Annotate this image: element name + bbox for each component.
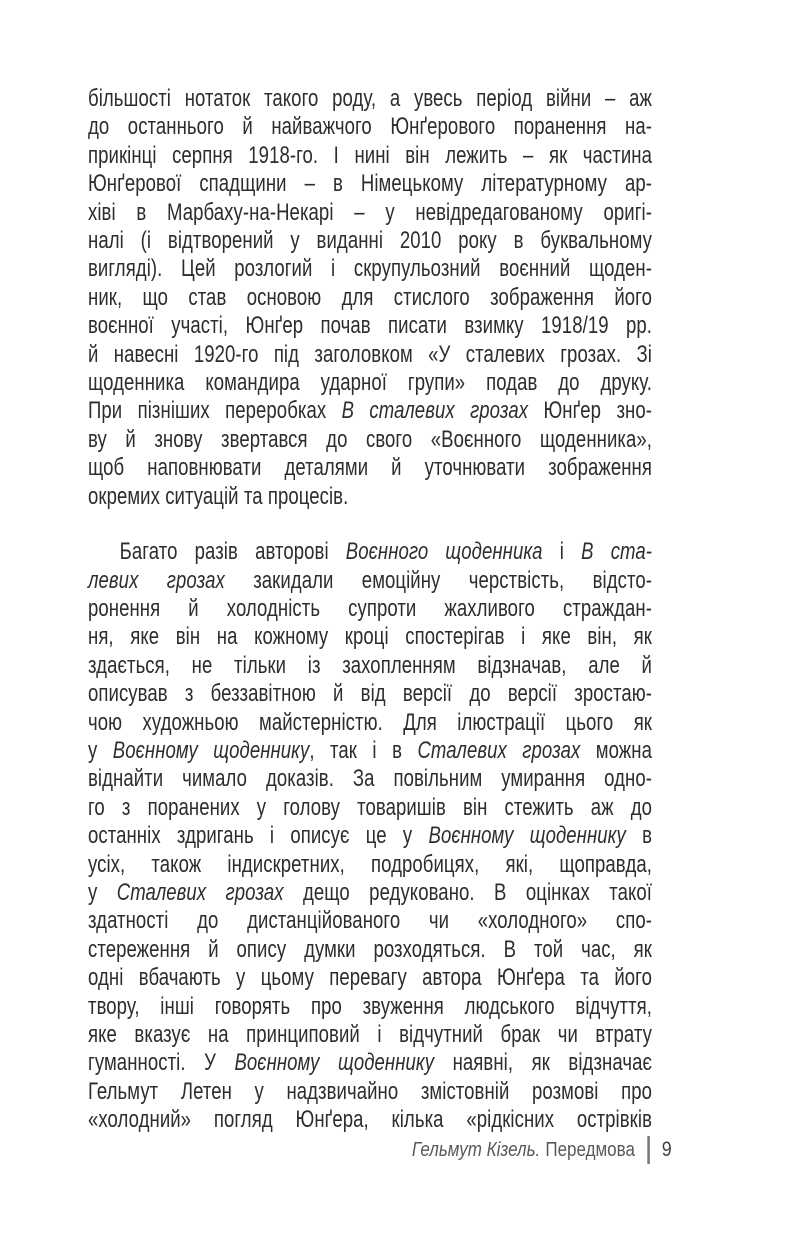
text-segment: здається, не тільки із захопленням відзначав, але й: [88, 651, 652, 679]
text-line: [88, 142, 652, 170]
text-segment: ник, що став основою для стислого зображення його: [88, 283, 652, 311]
text-line: [88, 312, 652, 340]
text-line: [88, 794, 652, 822]
text-line: [88, 709, 652, 737]
text-segment: прикінці серпня 1918-го. І нині він лежить – як частина: [88, 141, 652, 169]
text-segment: гуманності. У: [88, 1049, 235, 1077]
text-segment: ронення й холодність супроти жахливого страждан-: [88, 594, 652, 622]
text-segment: Юнґер зно-: [528, 397, 652, 425]
text-segment: у: [88, 878, 117, 906]
text-segment: одні вбачають у цьому перевагу автора Юнґера та його: [88, 964, 652, 992]
text-line: [88, 426, 652, 454]
text-line: [88, 255, 652, 283]
text-block: [88, 85, 652, 1135]
text-segment: останніх здригань і описує це у: [88, 822, 429, 850]
text-segment: описував з беззавітною й від версії до версії зростаю-: [88, 680, 652, 708]
text-line: [88, 879, 652, 907]
text-line: [88, 851, 652, 879]
text-line: [88, 567, 652, 595]
text-line: [88, 113, 652, 141]
text-segment: закидали емоційну черствість, відсто-: [224, 566, 652, 594]
text-segment: до останнього й найважчого Юнґерового поранення на-: [88, 113, 652, 141]
text-line: [88, 993, 652, 1021]
text-segment: Багато разів авторові: [119, 538, 346, 566]
text-line: [88, 1049, 652, 1077]
italic-text-segment: В ста-: [581, 538, 652, 566]
text-line: [88, 964, 652, 992]
footer-author: Гельмут Кізель.: [412, 1138, 541, 1161]
paragraph: [88, 85, 652, 511]
text-segment: усіх, також індискретних, подробицях, які, щоправда,: [88, 850, 652, 878]
text-line: [88, 765, 652, 793]
text-segment: стереження й опису думки розходяться. В той час, як: [88, 935, 652, 963]
text-line: [88, 454, 652, 482]
text-line: [88, 1078, 652, 1106]
text-segment: більшості нотаток такого роду, а увесь період війни – аж: [88, 85, 652, 112]
text-segment: окремих ситуацій та процесів.: [88, 482, 349, 510]
text-segment: Юнґерової спадщини – в Німецькому літературному ар-: [88, 170, 652, 198]
footer-section-title: Передмова: [545, 1138, 636, 1161]
text-segment: го з поранених у голову товаришів він стежить аж до: [88, 793, 652, 821]
text-segment: щоб наповнювати деталями й уточнювати зображення: [88, 454, 652, 482]
italic-text-segment: Воєнному щоденнику: [234, 1049, 435, 1077]
text-segment: налі (і відтворений у виданні 2010 року в буквальному: [88, 227, 652, 255]
italic-text-segment: Воєнному щоденнику: [428, 822, 626, 850]
text-segment: При пізніших переробках: [88, 397, 342, 425]
text-line: [88, 623, 652, 651]
text-segment: й навесні 1920-го під заголовком «У сталевих грозах. Зі: [88, 340, 652, 368]
text-segment: наявні, як відзначає: [434, 1049, 653, 1077]
text-line: [88, 199, 652, 227]
text-line: [88, 680, 652, 708]
paragraph: [88, 538, 652, 1135]
text-line: [88, 907, 652, 935]
text-segment: «холодний» погляд Юнґера, кілька «рідкісних острівків: [88, 1106, 652, 1134]
italic-text-segment: Сталевих грозах: [417, 736, 581, 764]
text-line: [88, 483, 652, 511]
text-line: [88, 936, 652, 964]
text-line: [88, 737, 652, 765]
text-segment: здатності до дистанційованого чи «холодного» спо-: [88, 907, 652, 935]
text-line: [88, 538, 652, 566]
text-segment: можна: [580, 736, 652, 764]
text-line: [88, 170, 652, 198]
text-segment: щоденника командира ударної групи» подав до друку.: [88, 369, 652, 397]
text-segment: яке вказує на принциповий і відчутний брак чи втрату: [88, 1021, 652, 1048]
page-number: 9: [662, 1138, 672, 1161]
text-line: [88, 284, 652, 312]
text-segment: твору, інші говорять про звуження людського відчуття,: [88, 992, 652, 1020]
text-segment: вигляді). Цей розлогий і скрупульозний воєнний щоден-: [88, 255, 652, 283]
text-line: [88, 397, 652, 425]
text-segment: ву й знову звертався до свого «Воєнного щоденника»,: [88, 425, 652, 453]
text-segment: віднайти чимало доказів. За повільним умирання одно-: [88, 765, 652, 793]
text-line: [88, 369, 652, 397]
text-segment: , так і в: [309, 736, 418, 764]
text-line: [88, 595, 652, 623]
text-line: [88, 341, 652, 369]
text-segment: в: [625, 822, 652, 850]
text-segment: хіві в Марбаху-на-Некарі – у невідредагованому оригі-: [88, 198, 652, 226]
text-segment: дещо редуковано. В оцінках такої: [283, 878, 652, 906]
text-line: [88, 1021, 652, 1049]
text-segment: воєнної участі, Юнґер почав писати взимку 1918/19 рр.: [88, 312, 652, 340]
text-line: [88, 227, 652, 255]
text-line: [88, 85, 652, 113]
text-line: [88, 1106, 652, 1134]
italic-text-segment: левих грозах: [88, 566, 225, 594]
text-segment: Гельмут Летен у надзвичайно змістовній розмові про: [88, 1077, 652, 1105]
text-segment: чою художньою майстерністю. Для ілюстрації цього як: [88, 708, 652, 736]
page-footer: [412, 1136, 672, 1164]
italic-text-segment: Воєнного щоденника: [345, 538, 543, 566]
text-line: [88, 652, 652, 680]
text-segment: і: [542, 538, 582, 566]
footer-divider: [648, 1136, 650, 1164]
italic-text-segment: Сталевих грозах: [116, 878, 284, 906]
italic-text-segment: Воєнному щоденнику: [112, 736, 310, 764]
text-segment: ня, яке він на кожному кроці спостерігав і яке він, як: [88, 623, 652, 651]
text-segment: у: [88, 736, 113, 764]
text-line: [88, 822, 652, 850]
italic-text-segment: В сталевих грозах: [341, 397, 529, 425]
